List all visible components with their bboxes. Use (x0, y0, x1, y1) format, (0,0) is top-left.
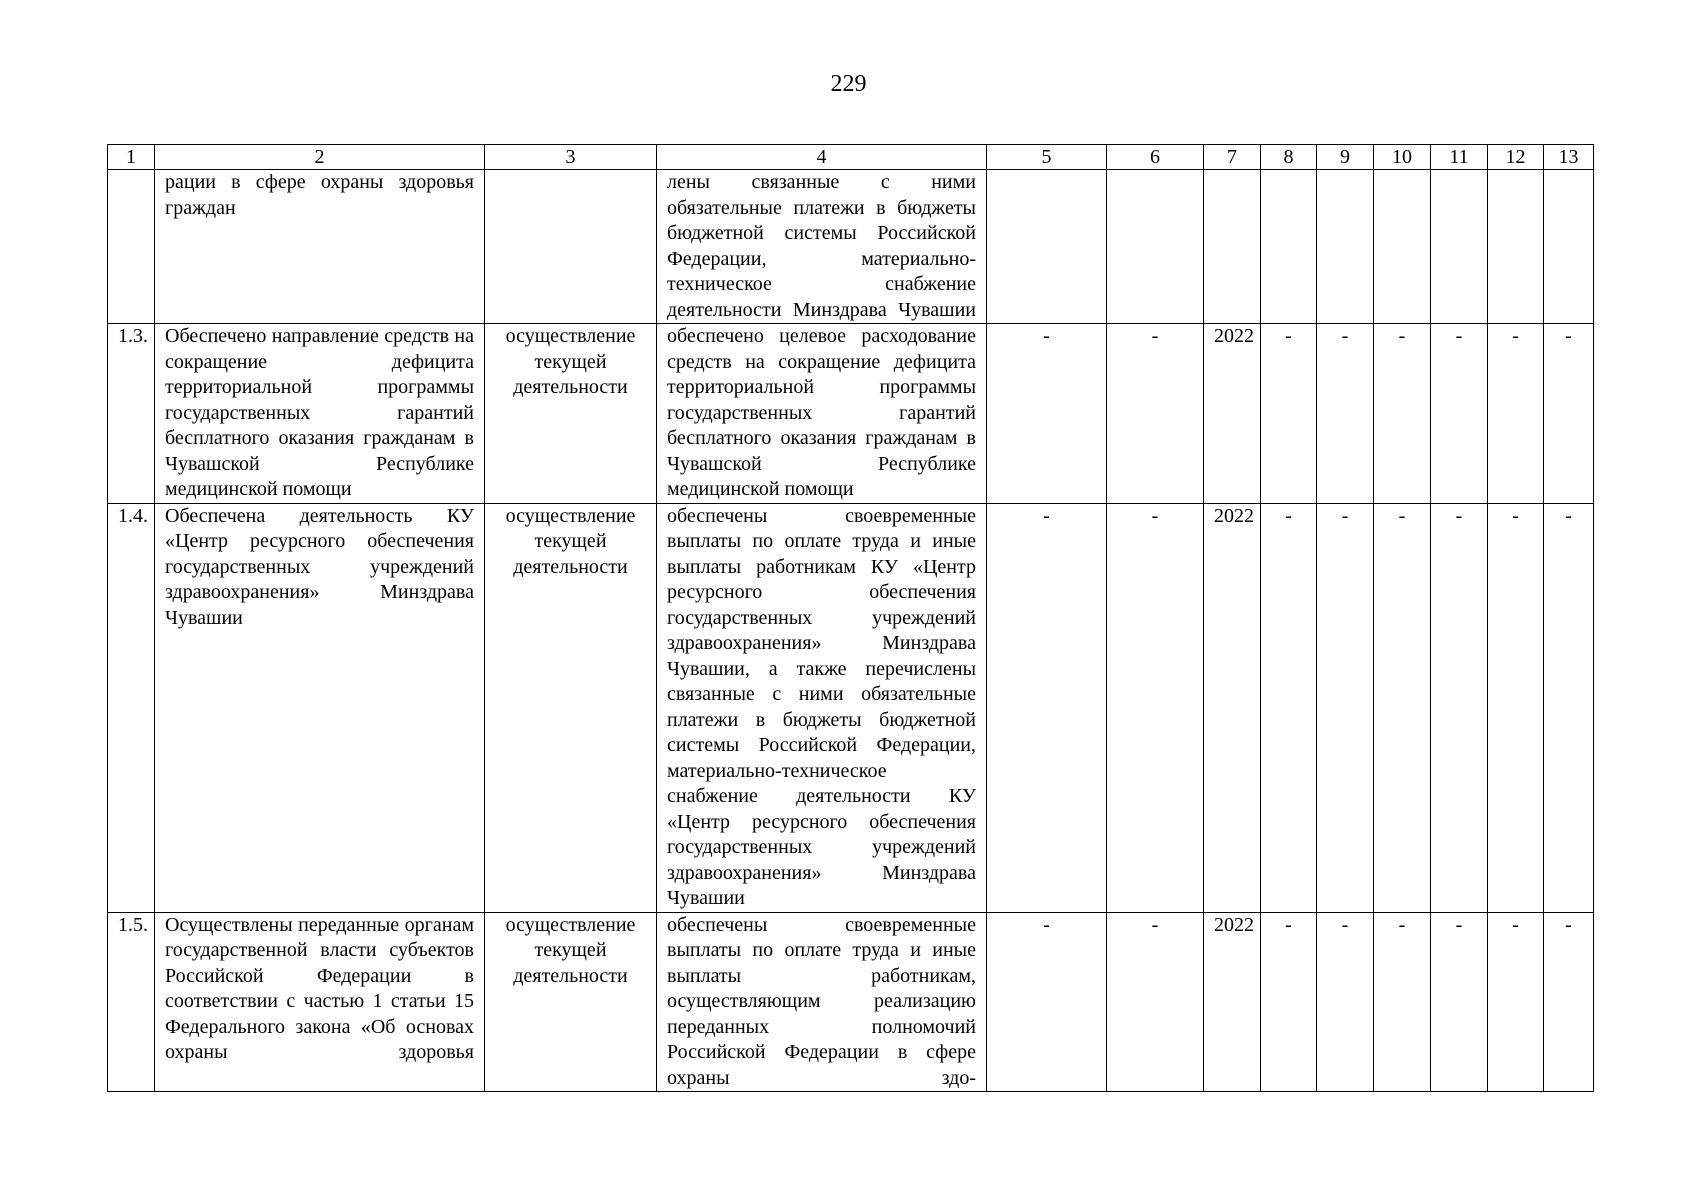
col9-cell: - (1317, 912, 1374, 1092)
row-number (108, 170, 155, 324)
col11-cell: - (1431, 912, 1488, 1092)
col7-cell (1204, 170, 1261, 324)
column-header: 13 (1544, 145, 1594, 170)
col13-cell (1544, 170, 1594, 324)
col5-cell: - (987, 324, 1107, 504)
col6-cell (1107, 170, 1204, 324)
row-number: 1.5. (108, 912, 155, 1092)
column-header: 11 (1431, 145, 1488, 170)
column-header: 5 (987, 145, 1107, 170)
header-row (108, 145, 1594, 170)
type-cell: осуществление текущей деятельности (485, 912, 657, 1092)
col6-cell: - (1107, 503, 1204, 912)
col12-cell: - (1488, 324, 1544, 504)
col8-cell (1261, 170, 1317, 324)
table-row (108, 503, 1594, 912)
col8-cell: - (1261, 503, 1317, 912)
column-header: 12 (1488, 145, 1544, 170)
col11-cell: - (1431, 324, 1488, 504)
col6-cell: - (1107, 324, 1204, 504)
table-row (108, 170, 1594, 324)
column-header: 4 (657, 145, 987, 170)
col11-cell: - (1431, 503, 1488, 912)
col10-cell (1374, 170, 1431, 324)
col9-cell: - (1317, 503, 1374, 912)
row-number: 1.3. (108, 324, 155, 504)
col7-cell: 2022 (1204, 324, 1261, 504)
col13-cell: - (1544, 324, 1594, 504)
column-header: 7 (1204, 145, 1261, 170)
column-header: 8 (1261, 145, 1317, 170)
table-row (108, 324, 1594, 504)
program-table (107, 144, 1594, 1092)
col9-cell: - (1317, 324, 1374, 504)
col13-cell: - (1544, 503, 1594, 912)
col5-cell: - (987, 503, 1107, 912)
column-header: 9 (1317, 145, 1374, 170)
col10-cell: - (1374, 503, 1431, 912)
col7-cell: 2022 (1204, 503, 1261, 912)
col9-cell (1317, 170, 1374, 324)
col5-cell (987, 170, 1107, 324)
type-cell (485, 170, 657, 324)
result-cell: обеспечены своевременные выплаты по оплате труда и иные выплаты работникам, осуществляющим реализацию переданных полномочий Российской Федерации в сфере охраны здо- (657, 912, 987, 1092)
column-header: 1 (108, 145, 155, 170)
col13-cell: - (1544, 912, 1594, 1092)
col10-cell: - (1374, 324, 1431, 504)
column-header: 10 (1374, 145, 1431, 170)
event-cell: рации в сфере охраны здоровья граждан (155, 170, 485, 324)
col8-cell: - (1261, 324, 1317, 504)
col8-cell: - (1261, 912, 1317, 1092)
col11-cell (1431, 170, 1488, 324)
event-cell: Обеспечено направление средств на сокращение дефицита территориальной программы государственных гарантий бесплатного оказания гражданам в Чувашской Республике медицинской помощи (155, 324, 485, 504)
page-number: 229 (830, 71, 867, 97)
col10-cell: - (1374, 912, 1431, 1092)
result-cell: лены связанные с ними обязательные платежи в бюджеты бюджетной системы Российской Федерации, материально-техническое снабжение деятельности Минздрава Чувашии (657, 170, 987, 324)
column-header: 6 (1107, 145, 1204, 170)
col12-cell: - (1488, 912, 1544, 1092)
row-number: 1.4. (108, 503, 155, 912)
col12-cell: - (1488, 503, 1544, 912)
table-row (108, 912, 1594, 1092)
event-cell: Осуществлены переданные органам государственной власти субъектов Российской Федерации в соответствии с частью 1 статьи 15 Федерального закона «Об основах охраны здоровья (155, 912, 485, 1092)
type-cell: осуществление текущей деятельности (485, 503, 657, 912)
result-cell: обеспечены своевременные выплаты по оплате труда и иные выплаты работникам КУ «Центр ресурсного обеспечения государственных учреждений здравоохранения» Минздрава Чувашии, а также перечислены связанные с ними обязательные платежи в бюджеты бюджетной системы Российской Федерации, материально-техническое снабжение деятельности КУ «Центр ресурсного обеспечения государственных учреждений здравоохранения» Минздрава Чувашии (657, 503, 987, 912)
type-cell: осуществление текущей деятельности (485, 324, 657, 504)
column-header: 3 (485, 145, 657, 170)
event-cell: Обеспечена деятельность КУ «Центр ресурсного обеспечения государственных учреждений здравоохранения» Минздрава Чувашии (155, 503, 485, 912)
col5-cell: - (987, 912, 1107, 1092)
result-cell: обеспечено целевое расходование средств на сокращение дефицита территориальной программы государственных гарантий бесплатного оказания гражданам в Чувашской Республике медицинской помощи (657, 324, 987, 504)
col6-cell: - (1107, 912, 1204, 1092)
col12-cell (1488, 170, 1544, 324)
column-header: 2 (155, 145, 485, 170)
col7-cell: 2022 (1204, 912, 1261, 1092)
